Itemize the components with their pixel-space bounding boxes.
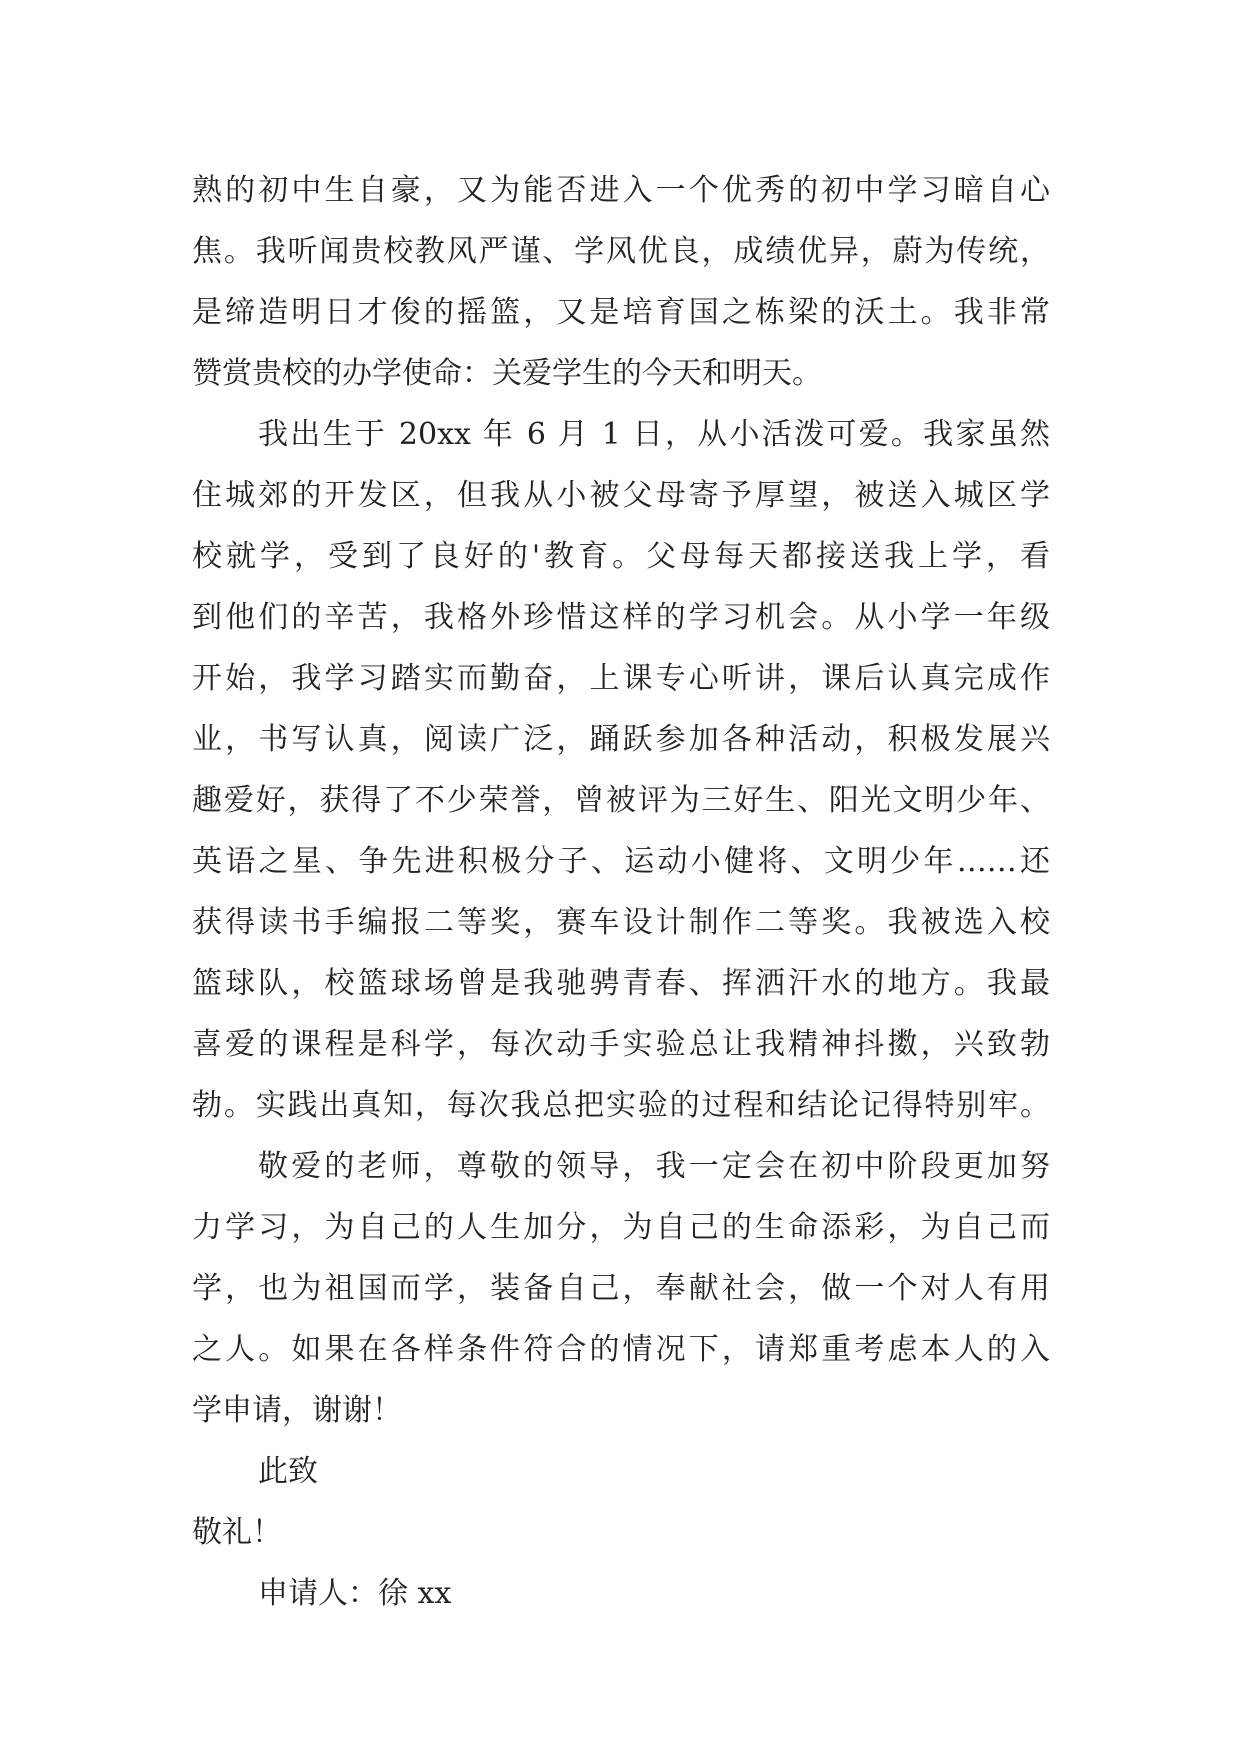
signature-line: 申请人：徐 xx <box>258 1576 452 1611</box>
text-line: 趣爱好，获得了不少荣誉，曾被评为三好生、阳光文明少年、 <box>192 783 1050 818</box>
text-line: 是缔造明日才俊的摇篮，又是培育国之栋梁的沃土。我非常 <box>192 295 1050 330</box>
text-line: 英语之星、争先进积极分子、运动小健将、文明少年……还 <box>192 844 1050 879</box>
letter-body <box>192 160 1050 1624</box>
text-line: 赞赏贵校的办学使命：关爱学生的今天和明天。 <box>192 356 822 391</box>
text-line: 篮球队，校篮球场曾是我驰骋青春、挥洒汗水的地方。我最 <box>192 966 1050 1001</box>
text-line: 住城郊的开发区，但我从小被父母寄予厚望，被送入城区学 <box>192 478 1050 513</box>
text-line: 学申请，谢谢！ <box>192 1393 402 1428</box>
text-line: 学，也为祖国而学，装备自己，奉献社会，做一个对人有用 <box>192 1271 1050 1306</box>
closing-line: 此致 <box>258 1454 318 1489</box>
salutation-line: 敬礼！ <box>192 1515 282 1550</box>
text-line: 敬爱的老师，尊敬的领导，我一定会在初中阶段更加努 <box>258 1149 1050 1184</box>
text-line: 业，书写认真，阅读广泛，踊跃参加各种活动，积极发展兴 <box>192 722 1050 757</box>
text-line: 之人。如果在各样条件符合的情况下，请郑重考虑本人的入 <box>192 1332 1050 1367</box>
text-line: 校就学，受到了良好的'教育。父母每天都接送我上学，看 <box>192 539 1050 574</box>
text-line: 我出生于 20xx 年 6 月 1 日，从小活泼可爱。我家虽然 <box>258 417 1050 452</box>
text-line: 获得读书手编报二等奖，赛车设计制作二等奖。我被选入校 <box>192 905 1050 940</box>
text-line: 到他们的辛苦，我格外珍惜这样的学习机会。从小学一年级 <box>192 600 1050 635</box>
text-line: 力学习，为自己的人生加分，为自己的生命添彩，为自己而 <box>192 1210 1050 1245</box>
text-line: 喜爱的课程是科学，每次动手实验总让我精神抖擞，兴致勃 <box>192 1027 1050 1062</box>
text-line: 勃。实践出真知，每次我总把实验的过程和结论记得特别牢。 <box>192 1088 1050 1123</box>
text-line: 熟的初中生自豪，又为能否进入一个优秀的初中学习暗自心 <box>192 173 1050 208</box>
text-line: 开始，我学习踏实而勤奋，上课专心听讲，课后认真完成作 <box>192 661 1050 696</box>
text-line: 焦。我听闻贵校教风严谨、学风优良，成绩优异，蔚为传统， <box>192 234 1050 269</box>
